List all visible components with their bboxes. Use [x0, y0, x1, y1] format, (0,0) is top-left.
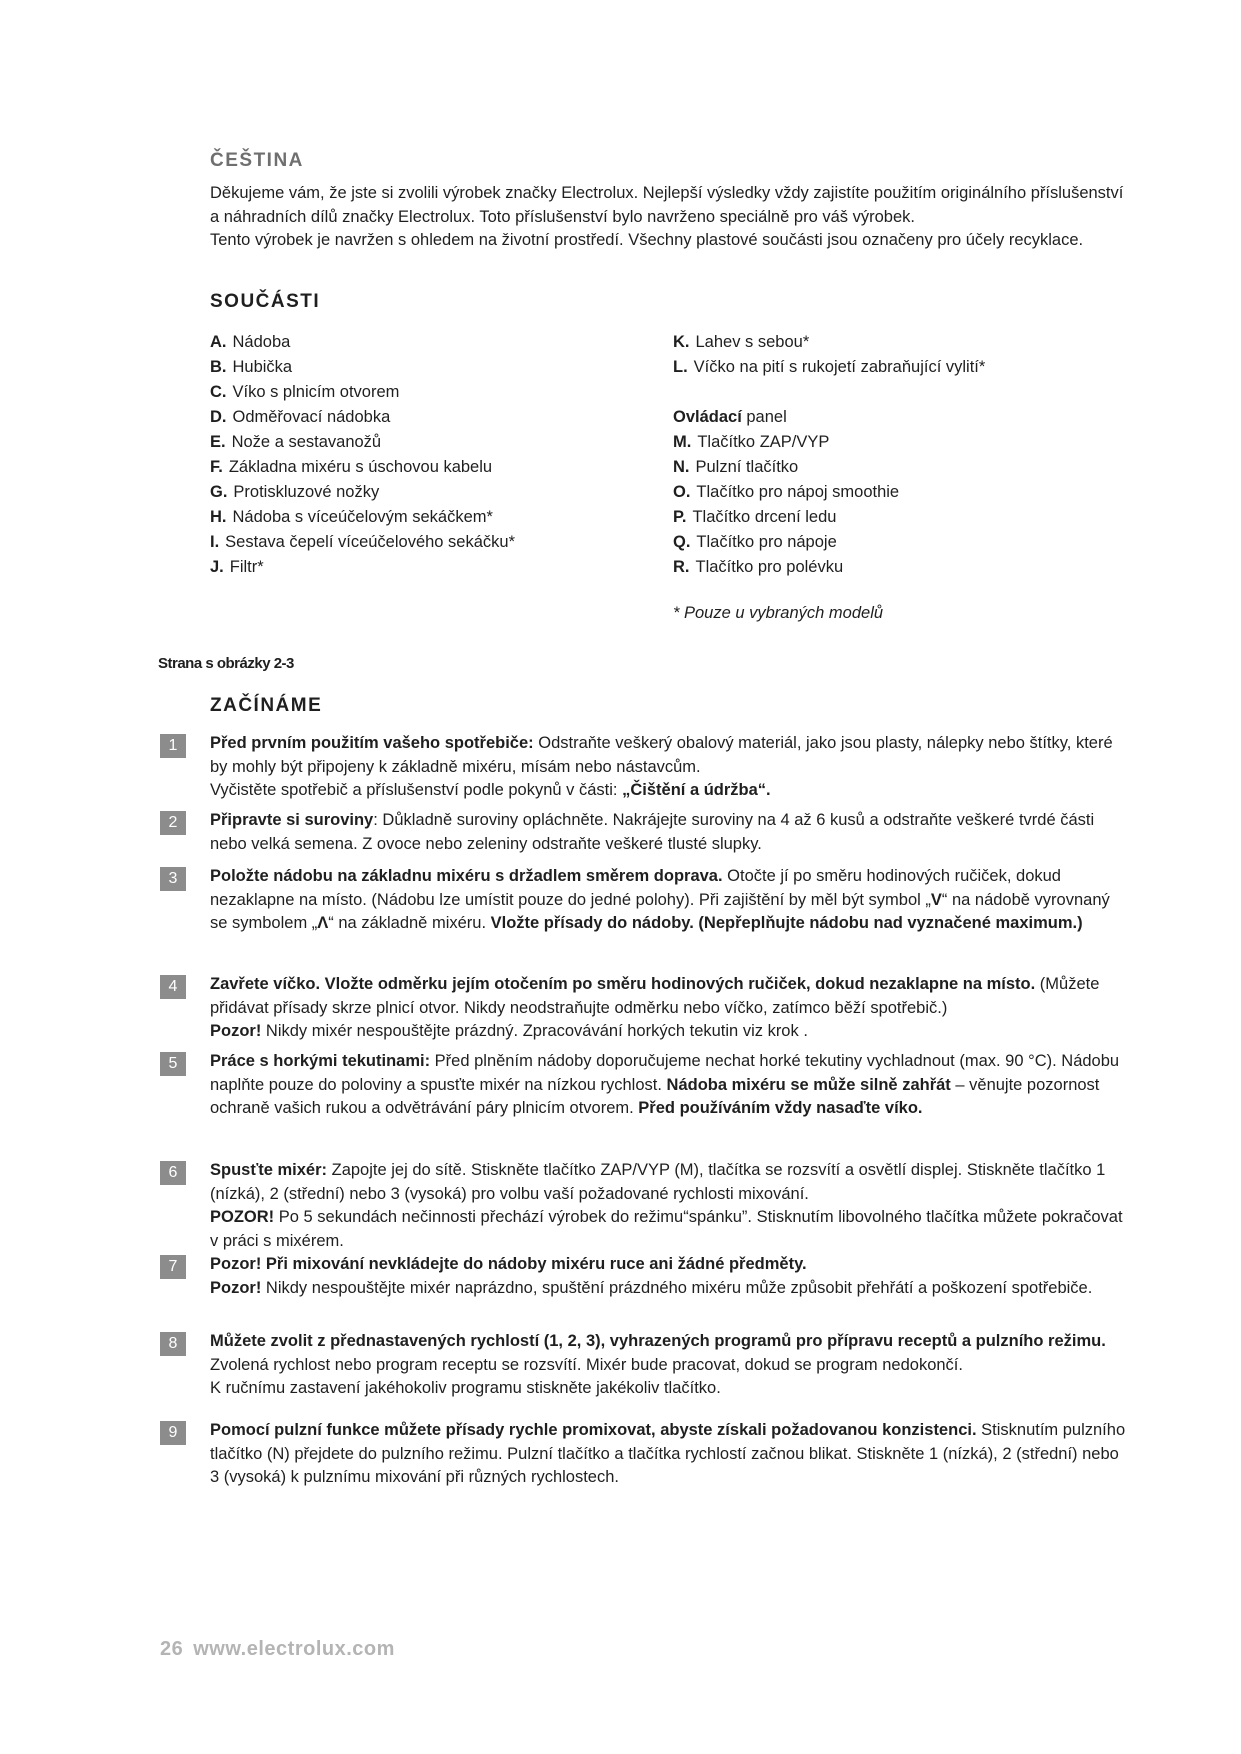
step-text: [210, 1159, 1130, 1253]
part-label: Tlačítko pro nápoje: [696, 533, 837, 551]
part-key: F.: [210, 458, 223, 476]
part-item: [210, 380, 650, 405]
step-segment: Λ: [317, 914, 329, 932]
step-segment: Vložte přísady do nádoby. (Nepřeplňujte nádobu nad vyznačené maximum.): [490, 914, 1083, 932]
step-segment: : Důkladně suroviny opláchněte. Nakrájejte suroviny na 4 až 6 kusů a odstraňte veškeré tvrdé části nebo velká semena. Z ovoce nebo zeleniny odstraňte veškeré tlusté slupky.: [210, 811, 1095, 853]
step-text: [210, 1050, 1130, 1121]
step-segment: Otočte jí po směru hodinových ručiček, dokud nezaklapne na místo. (Nádobu lze umístit pouze do jedné polohy). Při zajištění by měl být symbol „: [210, 867, 1061, 909]
step-text: [210, 865, 1130, 936]
part-item: [673, 330, 1133, 355]
part-label: Odměřovací nádobka: [232, 408, 391, 426]
step-segment: “ na nádobě vyrovnaný se symbolem „: [210, 890, 1110, 932]
step-segment: POZOR!: [210, 1208, 275, 1226]
step-paragraph: [210, 865, 1130, 936]
step-segment: Nikdy mixér nespouštějte prázdný. Zpracovávání horkých tekutin viz krok .: [261, 1022, 808, 1040]
step-text: [210, 1330, 1130, 1401]
getting-started-title: ZAČÍNÁME: [210, 695, 323, 716]
step-segment: (Můžete přidávat přísady skrze plnicí otvor. Nikdy neodstraňujte odměrku nebo víčko, zatímco běží spotřebič.): [210, 975, 1100, 1017]
part-label: Víčko na pití s rukojetí zabraňující vylití*: [693, 358, 986, 376]
part-item: [210, 505, 650, 530]
step-paragraph: [210, 1159, 1130, 1206]
part-item: [210, 355, 650, 380]
step-segment: Pozor!: [210, 1278, 262, 1297]
step-segment: Před používáním vždy nasaďte víko.: [638, 1099, 923, 1117]
step-segment: Před plněním nádoby doporučujeme nechat horké tekutiny vychladnout (max. 90 °C). Nádobu naplňte pouze do poloviny a spusťte mixér na nízkou rychlost.: [210, 1052, 1120, 1094]
part-item: [673, 430, 1133, 455]
language-title: ČEŠTINA: [210, 150, 304, 171]
footer-url: www.electrolux.com: [193, 1638, 395, 1660]
step-segment: „Čištění a údržba“.: [622, 781, 771, 799]
step-segment: Připravte si suroviny: [210, 811, 374, 829]
part-label: Tlačítko drcení ledu: [692, 508, 837, 526]
step-segment: Nikdy nespouštějte mixér naprázdno, spuštění prázdného mixéru může způsobit přehřátí a poškození spotřebiče.: [261, 1278, 1093, 1297]
step-segment: K ručnímu zastavení jakéhokoliv programu stiskněte jakékoliv tlačítko.: [210, 1379, 721, 1397]
step-text: [210, 732, 1130, 803]
part-key: A.: [210, 333, 227, 351]
part-label: Víko s plnicím otvorem: [232, 383, 400, 401]
control-panel-heading: Ovládací panel: [673, 408, 787, 426]
step-paragraph: [210, 1050, 1130, 1121]
part-key: R.: [673, 558, 690, 576]
part-key: I.: [210, 533, 220, 551]
step-paragraph: [210, 1419, 1130, 1490]
part-key: G.: [210, 483, 228, 501]
step-segment: Pozor!: [210, 1022, 262, 1040]
step-number: 5: [160, 1052, 186, 1076]
part-label: Sestava čepelí víceúčelového sekáčku*: [225, 533, 516, 551]
step-segment: Zapojte jej do sítě. Stiskněte tlačítko ZAP/VYP (M), tlačítka se rozsvítí a osvětlí displej. Stiskněte tlačítko 1 (nízká), 2 (střední) nebo 3 (vysoká) pro volbu vaší požadované rychlosti mixování.: [210, 1161, 1106, 1203]
step-number: 6: [160, 1161, 186, 1185]
part-key: H.: [210, 508, 227, 526]
part-item: [673, 555, 1133, 580]
step-number: 8: [160, 1332, 186, 1356]
part-item: [673, 355, 1133, 380]
part-label: Nože a sestavanožů: [231, 433, 382, 451]
part-key: B.: [210, 358, 227, 376]
part-item: [210, 480, 650, 505]
step-paragraph: [210, 973, 1130, 1020]
figure-page-reference: Strana s obrázky 2-3: [158, 655, 294, 672]
part-item: [673, 530, 1133, 555]
step-paragraph: [210, 1020, 1130, 1044]
part-key: C.: [210, 383, 227, 401]
part-label: Tlačítko ZAP/VYP: [697, 433, 830, 451]
step-paragraph: [210, 779, 1130, 803]
step-number: 2: [160, 811, 186, 835]
part-label: Nádoba: [232, 333, 291, 351]
step-segment: Zvolená rychlost nebo program receptu se rozsvítí. Mixér bude pracovat, dokud se program nedokončí.: [210, 1355, 963, 1374]
part-label: Lahev s sebou*: [695, 333, 810, 351]
part-key: K.: [673, 333, 690, 351]
step-number: 7: [160, 1255, 186, 1279]
step-segment: Pozor! Při mixování nevkládejte do nádoby mixéru ruce ani žádné předměty.: [210, 1255, 807, 1273]
part-item: [210, 405, 650, 430]
step-number: 9: [160, 1421, 186, 1445]
step-text: [210, 1253, 1130, 1300]
part-item: [210, 330, 650, 355]
step-number: 3: [160, 867, 186, 891]
part-label: Tlačítko pro polévku: [695, 558, 844, 576]
part-label: Hubička: [232, 358, 293, 376]
step-segment: Práce s horkými tekutinami:: [210, 1052, 431, 1070]
part-item: [210, 455, 650, 480]
part-item: [673, 505, 1133, 530]
part-key: D.: [210, 408, 227, 426]
step-text: [210, 1419, 1130, 1490]
step-segment: Po 5 sekundách nečinnosti přechází výrobek do režimu“spánku”. Stisknutím libovolného tlačítka můžete pokračovat v práci s mixérem.: [210, 1208, 1123, 1250]
step-segment: Před prvním použitím vašeho spotřebiče:: [210, 734, 534, 752]
part-key: N.: [673, 458, 690, 476]
intro-paragraph: Děkujeme vám, že jste si zvolili výrobek značky Electrolux. Nejlepší výsledky vždy zajistíte použitím originálního příslušenství a náhradních dílů značky Electrolux. Toto příslušenství bylo navrženo speciálně pro váš výrobek.: [210, 184, 1124, 226]
part-key: L.: [673, 358, 688, 376]
part-label: Filtr*: [229, 558, 264, 576]
step-segment: Nádoba mixéru se může silně zahřát: [666, 1075, 951, 1094]
part-key: E.: [210, 433, 226, 451]
step-segment: Pomocí pulzní funkce můžete přísady rychle promixovat, abyste získali požadovanou konzistenci.: [210, 1421, 977, 1439]
parts-list-left: [210, 330, 650, 580]
part-item: [673, 480, 1133, 505]
parts-title: SOUČÁSTI: [210, 291, 321, 312]
page-number: 26: [160, 1638, 184, 1660]
intro-text: [210, 182, 1130, 253]
intro-paragraph: Tento výrobek je navržen s ohledem na životní prostředí. Všechny plastové součásti jsou označeny pro účely recyklace.: [210, 231, 1084, 249]
step-number: 4: [160, 975, 186, 999]
part-item: [210, 430, 650, 455]
part-label: Protiskluzové nožky: [233, 483, 380, 501]
part-key: Q.: [673, 533, 691, 551]
step-paragraph: [210, 1377, 1130, 1401]
step-text: [210, 809, 1130, 856]
models-note: * Pouze u vybraných modelů: [673, 604, 884, 622]
step-segment: Stisknutím pulzního tlačítko (N) přejdete do pulzního režimu. Pulzní tlačítko a tlačítka rychlostí začnou blikat. Stiskněte 1 (nízká), 2 (střední) nebo 3 (vysoká) k pulznímu mixování při různých rychlostech.: [210, 1421, 1126, 1486]
step-segment: “ na základně mixéru.: [328, 914, 491, 932]
part-label: Tlačítko pro nápoj smoothie: [696, 483, 900, 501]
parts-list-right: [673, 330, 1133, 580]
part-item: [210, 530, 650, 555]
step-segment: Spusťte mixér:: [210, 1161, 328, 1179]
page-footer: [160, 1638, 395, 1661]
step-paragraph: [210, 809, 1130, 856]
part-key: P.: [673, 508, 687, 526]
part-item: [210, 555, 650, 580]
step-segment: Odstraňte veškerý obalový materiál, jako jsou plasty, nálepky nebo štítky, které by mohly být připojeny k základně mixéru, mísám nebo nástavcům.: [210, 734, 1113, 776]
step-paragraph: [210, 1206, 1130, 1253]
step-segment: Položte nádobu na základnu mixéru s držadlem směrem doprava.: [210, 867, 723, 885]
part-item: [673, 455, 1133, 480]
step-segment: – věnujte pozornost ochraně vašich rukou a odvětrávání páry plnicím otvorem.: [210, 1075, 1100, 1117]
step-paragraph: [210, 1330, 1130, 1377]
step-segment: V: [930, 890, 942, 909]
step-segment: Můžete zvolit z přednastavených rychlostí (1, 2, 3), vyhrazených programů pro přípravu receptů a pulzního režimu.: [210, 1332, 1106, 1350]
part-label: Základna mixéru s úschovou kabelu: [228, 458, 493, 476]
part-key: J.: [210, 558, 224, 576]
step-paragraph: [210, 1277, 1130, 1301]
part-label: Nádoba s víceúčelovým sekáčkem*: [232, 508, 493, 526]
part-key: O.: [673, 483, 691, 501]
step-paragraph: [210, 1253, 1130, 1277]
step-segment: Vyčistěte spotřebič a příslušenství podle pokynů v části:: [210, 781, 623, 799]
step-number: 1: [160, 734, 186, 758]
part-key: M.: [673, 433, 692, 451]
step-paragraph: [210, 732, 1130, 779]
part-label: Pulzní tlačítko: [695, 458, 799, 476]
step-text: [210, 973, 1130, 1044]
step-segment: Zavřete víčko. Vložte odměrku jejím otočením po směru hodinových ručiček, dokud nezaklapne na místo.: [210, 975, 1036, 993]
